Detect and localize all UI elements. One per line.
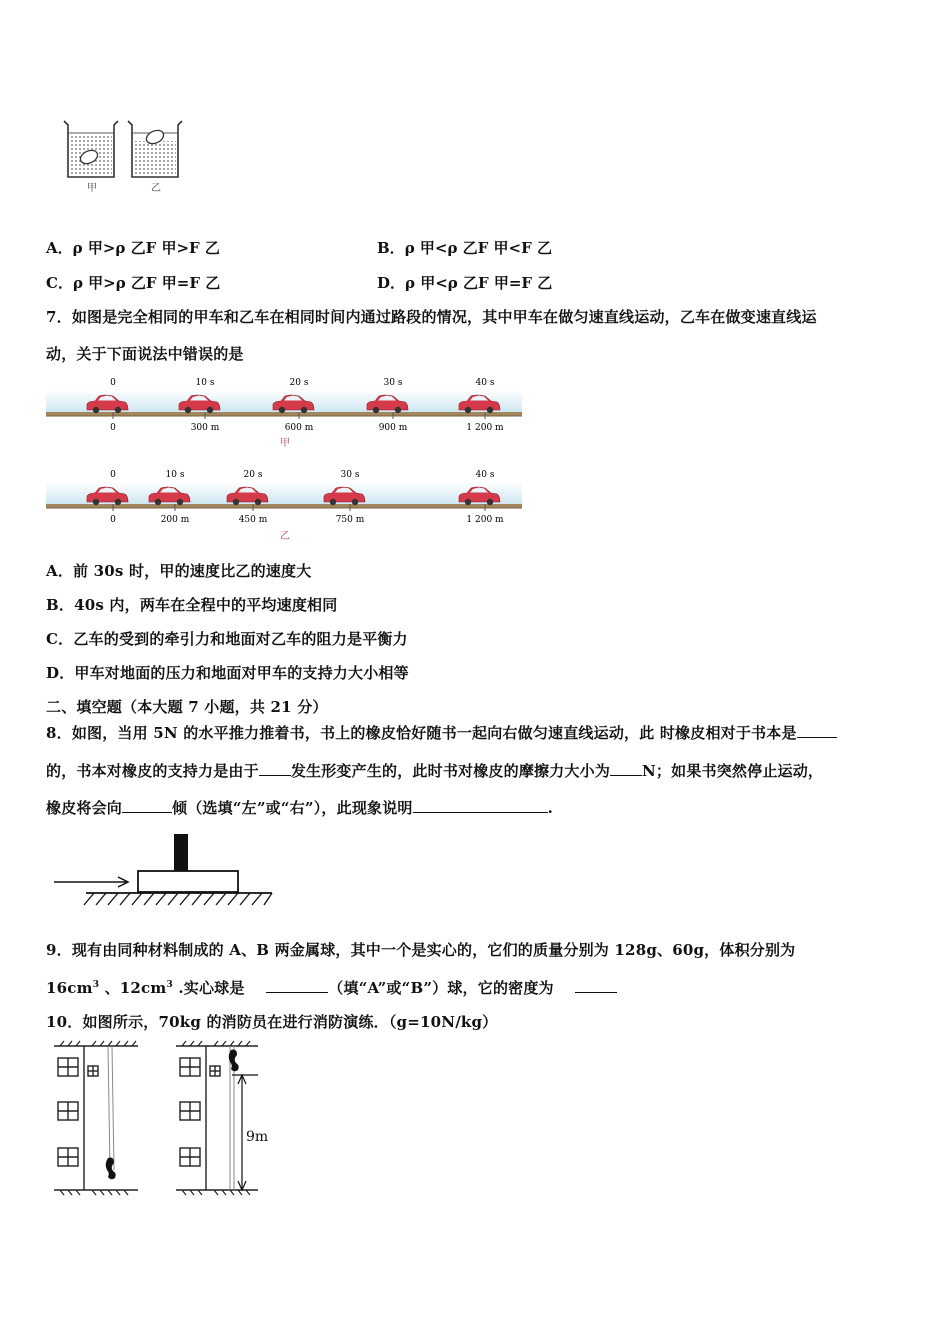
- distance-label: 1 200 m: [466, 515, 504, 525]
- distance-label: 300 m: [190, 423, 220, 433]
- road-label-jia: 甲: [280, 438, 290, 449]
- time-label: 20 s: [289, 378, 309, 388]
- time-label: 0: [110, 378, 116, 388]
- time-label: 30 s: [340, 470, 360, 480]
- q8-blank-3[interactable]: [610, 761, 642, 776]
- road-yi: [46, 470, 522, 525]
- q9-line2: $16cm^3$ 、$12cm^3$ .实心球是 （填“A”或“B”）球，它的密度为: [46, 977, 617, 998]
- height-label: 9m: [246, 1129, 269, 1145]
- q9-line1: 9．现有由同种材料制成的 A、B 两金属球，其中一个是实心的，它们的质量分别为 128g、60g，体积分别为: [46, 941, 796, 959]
- q8-blank-2[interactable]: [259, 761, 291, 776]
- section-heading: 二、填空题（本大题 7 小题，共 21 分）: [46, 698, 328, 716]
- q9-blank-2[interactable]: [575, 978, 617, 993]
- car-road-figure: [44, 375, 524, 545]
- beaker-label-jia: 甲: [87, 183, 97, 194]
- book-eraser-figure: [50, 830, 280, 910]
- distance-label: 0: [110, 515, 116, 525]
- distance-label: 1 200 m: [466, 423, 504, 433]
- building-left: [54, 1041, 138, 1195]
- distance-label: 750 m: [335, 515, 365, 525]
- road-jia: [46, 378, 522, 433]
- beaker-label-yi: 乙: [151, 183, 161, 194]
- q6-option-d: D．ρ 甲<ρ 乙F 甲=F 乙: [377, 274, 553, 292]
- q8-line2: 的，书本对橡皮的支持力是由于 发生形变产生的，此时书对橡皮的摩擦力大小为 N；如果书突然停止运动，: [46, 762, 824, 780]
- book: [138, 871, 238, 892]
- beaker-yi: [128, 121, 182, 177]
- q7-stem-line2: 动，关于下面说法中错误的是: [46, 345, 244, 363]
- q7-stem-line1: 7．如图是完全相同的甲车和乙车在相同时间内通过路段的情况，其中甲车在做匀速直线运动，乙车在做变速直线运: [46, 308, 817, 326]
- q9-blank-1[interactable]: [266, 978, 328, 993]
- time-label: 20 s: [243, 470, 263, 480]
- time-label: 10 s: [195, 378, 215, 388]
- beaker-figure: [58, 115, 193, 200]
- q6-option-a: A．ρ 甲>ρ 乙F 甲>F 乙: [46, 239, 220, 257]
- beaker-jia: [64, 121, 118, 177]
- q7-option-b: B．40s 内，两车在全程中的平均速度相同: [46, 596, 338, 614]
- distance-label: 900 m: [378, 423, 408, 433]
- distance-label: 200 m: [160, 515, 190, 525]
- q8-blank-1[interactable]: [797, 723, 837, 738]
- time-label: 30 s: [383, 378, 403, 388]
- eraser: [174, 834, 188, 871]
- q8-blank-4[interactable]: [122, 798, 172, 813]
- q6-option-b: B．ρ 甲<ρ 乙F 甲<F 乙: [377, 239, 552, 257]
- distance-label: 450 m: [238, 515, 268, 525]
- q8-line1: 8．如图，当用 5N 的水平推力推着书，书上的橡皮恰好随书一起向右做匀速直线运动，此 时橡皮相对于书本是: [46, 722, 837, 743]
- q7-option-d: D．甲车对地面的压力和地面对甲车的支持力大小相等: [46, 664, 409, 682]
- q7-option-c: C．乙车的受到的牵引力和地面对乙车的阻力是平衡力: [46, 630, 408, 648]
- q8-line3: 橡皮将会向 倾（选填“左”或“右”），此现象说明 .: [46, 799, 554, 817]
- time-label: 0: [110, 470, 116, 480]
- q7-option-a: A．前 30s 时，甲的速度比乙的速度大: [46, 562, 312, 580]
- building-right: [176, 1041, 258, 1195]
- distance-label: 600 m: [284, 423, 314, 433]
- time-label: 40 s: [475, 378, 495, 388]
- time-label: 40 s: [475, 470, 495, 480]
- q8-blank-5[interactable]: [413, 798, 548, 813]
- firefighter-figure: [44, 1040, 284, 1200]
- q6-option-c: C．ρ 甲>ρ 乙F 甲=F 乙: [46, 274, 221, 292]
- distance-label: 0: [110, 423, 116, 433]
- q10-line: 10．如图所示，70kg 的消防员在进行消防演练．（g=10N/kg）: [46, 1013, 498, 1031]
- time-label: 10 s: [165, 470, 185, 480]
- road-label-yi: 乙: [280, 531, 290, 542]
